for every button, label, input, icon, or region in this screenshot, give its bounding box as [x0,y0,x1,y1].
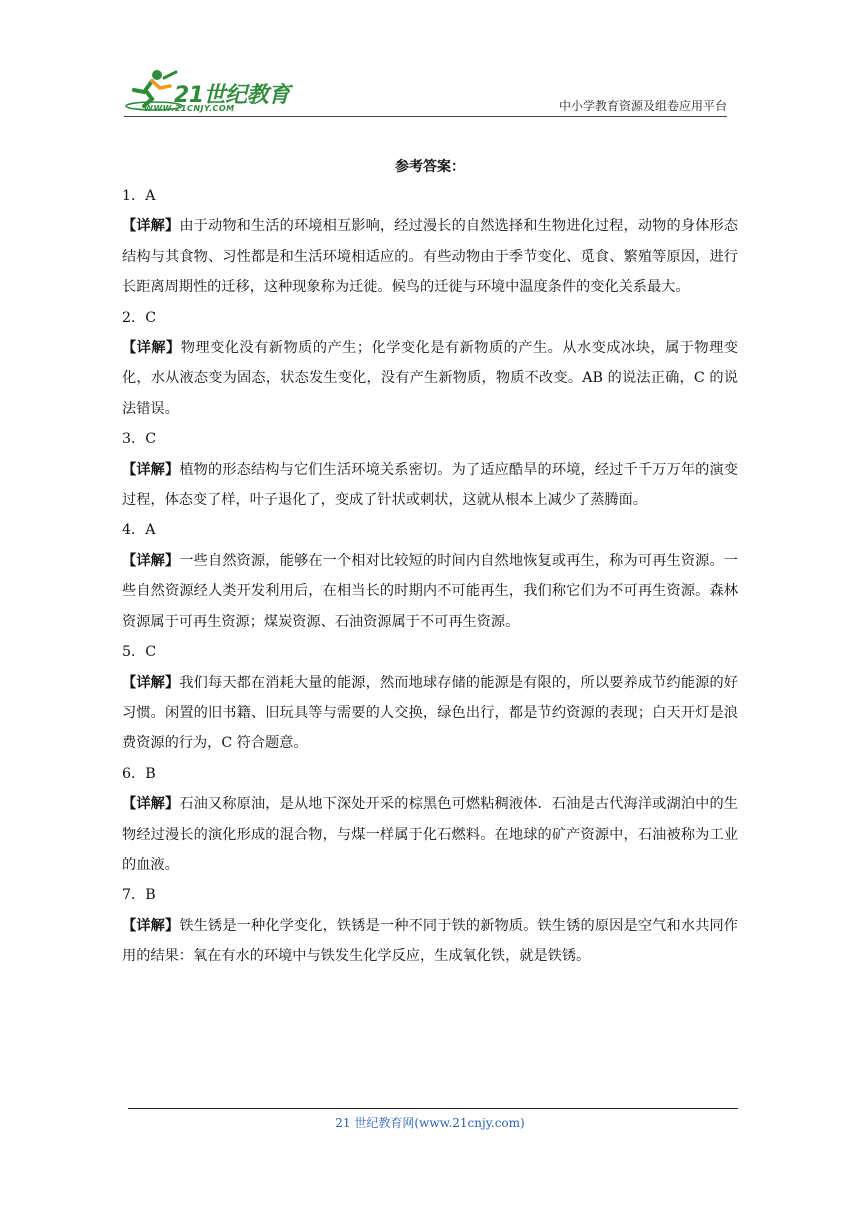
answer-item [122,880,738,971]
answer-number: 5．C [122,644,157,661]
answer-number: 1．A [122,188,156,204]
detail-text: 石油又称原油，是从地下深处开采的棕黑色可燃粘稠液体．石油是古代海洋或湖泊中的生物经过漫长的演化形成的混合物，与煤一样属于化石燃料。在地球的矿产资源中，石油被称为工业的血液。 [122,796,738,873]
answer-item [122,303,738,425]
detail-text: 由于动物和生活的环境相互影响，经过漫长的自然选择和生物进化过程，动物的身体形态结构与其食物、习性都是和生活环境相适应的。有些动物由于季节变化、觅食、繁殖等原因，进行长距离周期性的迁移，这种现象称为迁徙。候鸟的迁徙与环境中温度条件的变化关系最大。 [122,218,738,296]
detail-tag: 【详解】 [122,552,180,569]
logo-url: WWW.21CNJY.COM [144,104,235,113]
site-logo[interactable] [124,66,294,116]
detail-tag: 【详解】 [122,796,180,813]
answer-item [122,424,738,515]
detail-text: 植物的形态结构与它们生活环境关系密切。为了适应酷旱的环境，经过千千万万年的演变过程，体态变了样，叶子退化了，变成了针状或刺状，这就从根本上减少了蒸腾面。 [122,461,738,509]
answer-number: 6．B [122,765,156,782]
answer-detail [122,455,738,516]
answer-number: 2．C [122,309,157,326]
answer-list [122,181,738,972]
detail-tag: 【详解】 [122,340,181,357]
page-title: 参考答案： [395,159,465,175]
answer-item [122,515,738,637]
detail-text: 物理变化没有新物质的产生；化学变化是有新物质的产生。从水变成冰块，属于物理变化，水从液态变为固态，状态发生变化，没有产生新物质，物质不改变。AB 的说法正确，C 的说法错误。 [122,340,738,417]
detail-text: 一些自然资源，能够在一个相对比较短的时间内自然地恢复或再生，称为可再生资源。一些自然资源经人类开发利用后，在相当长的时期内不可能再生，我们称它们为不可再生资源。森林资源属于可再生资源；煤炭资源、石油资源属于不可再生资源。 [122,552,738,630]
detail-text: 铁生锈是一种化学变化，铁锈是一种不同于铁的新物质。铁生锈的原因是空气和水共同作用的结果：氧在有水的环境中与铁发生化学反应，生成氧化铁，就是铁锈。 [122,917,738,965]
answer-number: 7．B [122,887,156,904]
platform-label: 中小学教育资源及组卷应用平台 [558,99,727,113]
detail-text: 我们每天都在消耗大量的能源，然而地球存储的能源是有限的，所以要养成节约能源的好习惯。闲置的旧书籍、旧玩具等与需要的人交换，绿色出行，都是节约资源的表现；白天开灯是浪费资源的行为，C 符合题意。 [122,674,738,752]
answer-detail [122,546,738,637]
detail-tag: 【详解】 [122,461,180,478]
answer-item [122,181,738,303]
answer-detail [122,211,738,302]
detail-tag: 【详解】 [122,218,180,235]
answer-detail [122,668,738,759]
detail-tag: 【详解】 [122,917,180,934]
answer-item [122,759,738,881]
answer-item [122,637,738,759]
footer-link[interactable]: 21 世纪教育网(www.21cnjy.com) [335,1116,525,1130]
detail-tag: 【详解】 [122,674,180,691]
answer-detail [122,789,738,880]
answer-number: 3．C [122,431,157,448]
logo-text: 21世纪教育 [174,83,290,108]
header-divider [124,116,727,117]
answer-detail [122,333,738,424]
answer-detail [122,911,738,972]
answer-number: 4．A [122,522,156,539]
footer-divider [128,1108,738,1109]
